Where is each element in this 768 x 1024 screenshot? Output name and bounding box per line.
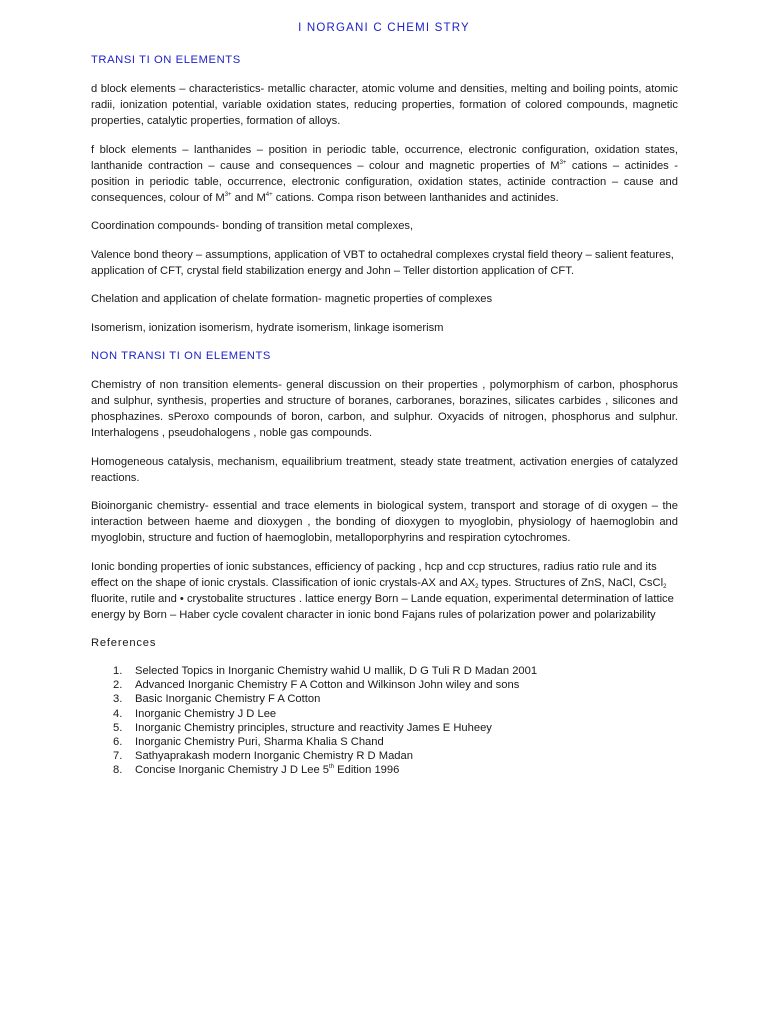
reference-text: Basic Inorganic Chemistry F A Cotton [135, 693, 321, 706]
text-run: and M [231, 191, 266, 204]
reference-text: Sathyaprakash modern Inorganic Chemistry R D Madan [135, 750, 413, 763]
paragraph-homogeneous-catalysis: Homogeneous catalysis, mechanism, equailibrium treatment, steady state treatment, activation energies of catalyzed reactions. [91, 455, 678, 484]
text-run: Ionic bonding properties of ionic substances, efficiency of packing , hcp and ccp structures, radius ratio rule and its effect on the shape of ionic crystals. Classification of ionic crystals-AX and AX [91, 560, 657, 589]
superscript: 3+ [559, 159, 567, 166]
reference-item [91, 749, 678, 763]
reference-text: Concise Inorganic Chemistry J D Lee 5 [135, 764, 330, 777]
document-body [91, 52, 678, 778]
reference-text: Edition 1996 [334, 764, 400, 777]
reference-item [91, 735, 678, 749]
reference-number: 1. [113, 665, 123, 677]
references-heading: References [91, 637, 157, 649]
reference-number: 7. [113, 750, 123, 763]
reference-number: 5. [113, 721, 123, 734]
references-list [91, 664, 678, 778]
reference-number: 8. [113, 764, 123, 777]
text-run: f block elements – lanthanides – position in periodic table, occurrence, electronic configuration, oxidation states, lanthanide contraction – cause and consequences – colour and magnetic properties of M [91, 143, 678, 172]
reference-number: 4. [113, 707, 123, 720]
reference-text: Inorganic Chemistry J D Lee [135, 707, 277, 720]
subscript: 2 [663, 583, 667, 590]
text-run: cations – actinides - position in periodic table, occurrence, electronic configuration, oxidation states, actinide contraction – cause and consequences, colour of M [91, 159, 679, 204]
reference-item [91, 678, 678, 692]
text-run: fluorite, rutile and • crystobalite structures . lattice energy Born – Lande equation, experimental determination of lattice energy by Born – Haber cycle covalent character in ionic bond Fajans rules of polarization power and polarizability [91, 592, 674, 621]
reference-text: Advanced Inorganic Chemistry F A Cotton and Wilkinson John wiley and sons [135, 679, 520, 692]
superscript: 3+ [224, 191, 232, 198]
reference-item [91, 707, 678, 721]
reference-item [91, 721, 678, 735]
superscript: 4+ [265, 191, 273, 198]
reference-number: 2. [113, 679, 123, 692]
paragraph-non-transition-chemistry: Chemistry of non transition elements- general discussion on their properties , polymorphism of carbon, phosphorus and sulphur, synthesis, properties and structure of boranes, carboranes, borazines, silicates carbides , silicones and phosphazines. sPeroxo compounds of boron, carbon, and sulphur. Oxyacids of nitrogen, phosphorus and sulphur. Interhalogens , pseudohalogens , noble gas compounds. [91, 379, 678, 439]
reference-number: 3. [113, 693, 123, 706]
superscript: th [329, 764, 335, 771]
paragraph-f-block [91, 142, 678, 206]
section-heading-non-transition-elements: NON TRANSI TI ON ELEMENTS [91, 350, 271, 362]
paragraph-bioinorganic: Bioinorganic chemistry- essential and trace elements in biological system, transport and storage of di oxygen – the interaction between haeme and dioxygen , the bonding of dioxygen to myoglobin, physiology of haemoglobin and myoglobin, structure and fuction of haemoglobin, metalloporphyrins and respiration cytochromes. [91, 500, 678, 544]
reference-item [91, 664, 678, 678]
reference-item [91, 763, 678, 777]
subscript: 2 [475, 583, 479, 590]
page-title: I NORGANI C CHEMI STRY [298, 22, 470, 34]
paragraph-isomerism: Isomerism, ionization isomerism, hydrate isomerism, linkage isomerism [91, 321, 444, 334]
reference-text: Selected Topics in Inorganic Chemistry wahid U mallik, D G Tuli R D Madan 2001 [135, 665, 538, 677]
reference-text: Inorganic Chemistry Puri, Sharma Khalia S Chand [135, 736, 384, 749]
paragraph-chelation: Chelation and application of chelate formation- magnetic properties of complexes [91, 293, 493, 305]
reference-number: 6. [113, 736, 123, 749]
reference-text: Inorganic Chemistry principles, structure and reactivity James E Huheey [135, 721, 492, 734]
paragraph-ionic-bonding [91, 559, 678, 623]
section-heading-transition-elements: TRANSI TI ON ELEMENTS [91, 54, 241, 66]
paragraph-coordination-compounds: Coordination compounds- bonding of transition metal complexes, [91, 220, 414, 232]
reference-item [91, 692, 678, 706]
text-run: cations. Compa rison between lanthanides and actinides. [272, 191, 559, 204]
paragraph-d-block: d block elements – characteristics- metallic character, atomic volume and densities, melting and boiling points, atomic radii, ionization potential, variable oxidation states, reducing properties, formation of colored compounds, magnetic properties, catalytic properties, formation of alloys. [91, 83, 678, 127]
text-run: types. Structures of ZnS, NaCl, CsCl [478, 576, 664, 589]
paragraph-valence-bond-theory: Valence bond theory – assumptions, application of VBT to octahedral complexes crystal field theory – salient features, application of CFT, crystal field stabilization energy and John – Teller distortion application of CFT. [91, 248, 674, 277]
